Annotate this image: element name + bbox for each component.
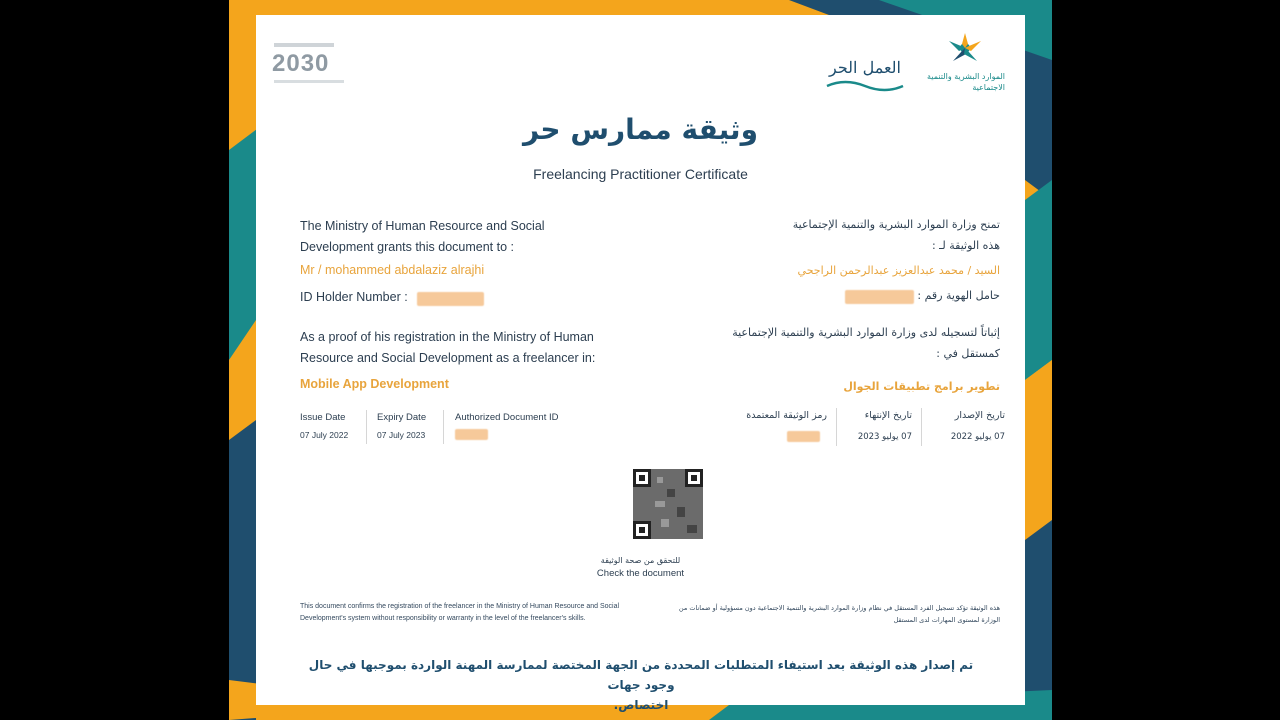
field-en: Mobile App Development [300, 377, 449, 391]
grant-text-en [300, 216, 620, 258]
id-value-ar [845, 290, 914, 304]
issue-value-en: 07 July 2022 [300, 430, 349, 440]
certificate-paper [256, 15, 1025, 712]
dates-en [300, 410, 600, 450]
vision-2030-logo [272, 43, 352, 95]
freelance-logo-text: العمل الحر [829, 58, 901, 77]
proof-en-line2: Resource and Social Development as a freelancer in: [300, 351, 596, 365]
freelance-logo [825, 59, 905, 99]
dates-ar [705, 408, 1005, 450]
issue-label-ar: تاريخ الإصدار [954, 410, 1005, 421]
field-ar: تطوير برامج تطبيقات الجوال [843, 380, 1000, 393]
proof-ar-line2: كمستقل في : [936, 347, 1000, 360]
docid-label-en: Authorized Document ID [455, 412, 559, 423]
id-label-ar: حامل الهوية رقم : [917, 289, 1000, 302]
ministry-logo [895, 31, 1005, 101]
qr-code[interactable] [631, 467, 705, 541]
docid-value-en [455, 429, 488, 440]
ministry-name-ar: الموارد البشرية والتنمية الاجتماعية [927, 72, 1005, 92]
qr-code-icon [631, 467, 705, 541]
proof-text-ar [640, 322, 1000, 364]
title-arabic: وثيقة ممارس حر [523, 113, 758, 146]
expiry-value-en: 07 July 2023 [377, 430, 426, 440]
disclaimer-ar: هذه الوثيقة تؤكد تسجيل الفرد المستقل في نظام وزارة الموارد البشرية والتنمية الاجتماعية دون مسؤولية أو ضمانات من الوزارة لمستوى المهارات لدى المستقل [678, 604, 1000, 624]
id-holder-en [300, 287, 484, 308]
grant-ar-line2: هذه الوثيقة لـ : [931, 239, 1000, 252]
title-english: Freelancing Practitioner Certificate [533, 166, 748, 182]
grant-ar-line1: تمنح وزارة الموارد البشرية والتنمية الإجتماعية [792, 218, 1000, 231]
docid-value-ar [787, 431, 820, 442]
holder-name-en: Mr / mohammed abdalaziz alrajhi [300, 263, 485, 277]
proof-text-en [300, 327, 660, 369]
footer-note [296, 655, 986, 715]
certificate-frame [229, 0, 1052, 720]
verify-en[interactable]: Check the document [596, 568, 685, 579]
proof-ar-line1: إثباتاً لتسجيله لدى وزارة الموارد البشرية والتنمية الإجتماعية [732, 326, 1000, 339]
id-value-en [417, 292, 484, 306]
verify-ar: للتحقق من صحة الوثيقة [600, 556, 681, 565]
footer-note-line2: اختصاص. [613, 698, 669, 712]
id-label-en: ID Holder Number : [300, 290, 408, 304]
id-holder-ar [680, 285, 1000, 306]
grant-text-ar [680, 214, 1000, 256]
wave-icon [825, 78, 905, 92]
docid-label-ar: رمز الوثيقة المعتمدة [746, 410, 827, 421]
issue-label-en: Issue Date [300, 412, 346, 423]
grant-en-line2: Development grants this document to : [300, 240, 515, 254]
palm-emblem-icon [943, 31, 987, 65]
footer-note-line1: تم إصدار هذه الوثيقة بعد استيفاء المتطلبات المحددة من الجهة المختصة لممارسة المهنة الواردة بموجبها في حال وجود جهات [308, 658, 974, 692]
disclaimer-en: This document confirms the registration of the freelancer in the Ministry of Human Resource and Social Development's system without responsibility or warranty in the level of the freelancer's skills. [300, 603, 620, 622]
expiry-value-ar: 07 يوليو 2023 [857, 432, 912, 442]
expiry-label-ar: تاريخ الإنتهاء [864, 410, 912, 421]
vision-2030-label: 2030 [272, 50, 330, 77]
issue-value-ar: 07 يوليو 2022 [950, 432, 1005, 442]
grant-en-line1: The Ministry of Human Resource and Social [300, 219, 545, 233]
proof-en-line1: As a proof of his registration in the Ministry of Human [300, 330, 594, 344]
expiry-label-en: Expiry Date [377, 412, 427, 423]
holder-name-ar: السيد / محمد عبدالعزيز عبدالرحمن الراجحي [797, 264, 1000, 277]
